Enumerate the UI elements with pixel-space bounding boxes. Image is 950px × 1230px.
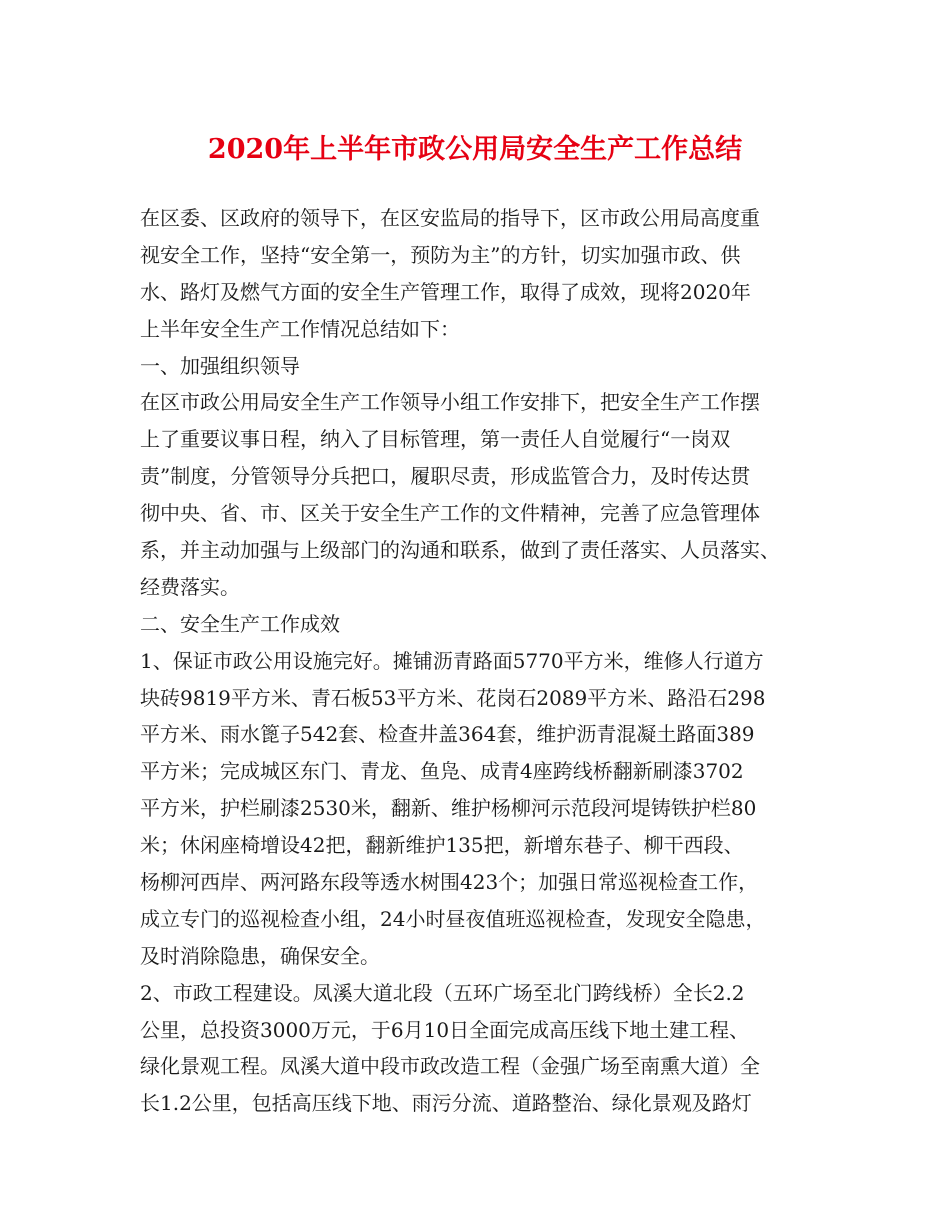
body-line: 彻中央、省、市、区关于安全生产工作的文件精神，完善了应急管理体 (140, 501, 760, 526)
body-line: 平方米、雨水篦子542套、检查井盖364套，维护沥青混凝土路面389 (140, 722, 755, 747)
section-heading-2: 二、安全生产工作成效 (140, 611, 340, 636)
body-line: 块砖9819平方米、青石板53平方米、花岗石2089平方米、路沿石298 (140, 685, 766, 710)
body-line: 平方米；完成城区东门、青龙、鱼凫、成青4座跨线桥翻新刷漆3702 (140, 759, 744, 784)
body-line: 公里，总投资3000万元，于6月10日全面完成高压线下地土建工程、 (140, 1017, 750, 1042)
body-line: 在区市政公用局安全生产工作领导小组工作安排下，把安全生产工作摆 (140, 390, 760, 415)
body-line: 上了重要议事日程，纳入了目标管理，第一责任人自觉履行“一岗双 (140, 427, 731, 452)
body-line: 视安全工作，坚持“安全第一，预防为主”的方针，切实加强市政、供 (140, 242, 741, 267)
body-line: 米；休闲座椅增设42把，翻新维护135把，新增东巷子、柳干西段、 (140, 833, 744, 858)
body-line: 杨柳河西岸、两河路东段等透水树围423个；加强日常巡视检查工作， (140, 870, 759, 895)
body-line: 责”制度，分管领导分兵把口，履职尽责，形成监管合力，及时传达贯 (140, 464, 751, 489)
body-line: 系，并主动加强与上级部门的沟通和联系，做到了责任落实、人员落实、 (140, 538, 780, 563)
document-title: 2020年上半年市政公用局安全生产工作总结 (207, 134, 743, 165)
body-line: 平方米，护栏刷漆2530米，翻新、维护杨柳河示范段河堤铸铁护栏80 (140, 796, 757, 821)
body-line: 绿化景观工程。凤溪大道中段市政改造工程（金强广场至南熏大道）全 (140, 1054, 760, 1079)
section-heading-1: 一、加强组织领导 (140, 353, 300, 378)
body-line: 在区委、区政府的领导下，在区安监局的指导下，区市政公用局高度重 (140, 206, 760, 230)
body-line: 2、市政工程建设。凤溪大道北段（五环广场至北门跨线桥）全长2.2 (140, 980, 745, 1005)
body-line: 长1.2公里，包括高压线下地、雨污分流、道路整治、绿化景观及路灯 (140, 1091, 752, 1116)
body-line: 上半年安全生产工作情况总结如下： (140, 316, 460, 341)
document-body (140, 200, 820, 1122)
body-line: 经费落实。 (140, 574, 240, 599)
body-line: 及时消除隐患，确保安全。 (140, 943, 380, 968)
body-line: 成立专门的巡视检查小组，24小时昼夜值班巡视检查，发现安全隐患， (140, 906, 766, 931)
body-line: 水、路灯及燃气方面的安全生产管理工作，取得了成效，现将2020年 (140, 279, 751, 304)
body-line: 1、保证市政公用设施完好。摊铺沥青路面5770平方米，维修人行道方 (140, 648, 764, 673)
